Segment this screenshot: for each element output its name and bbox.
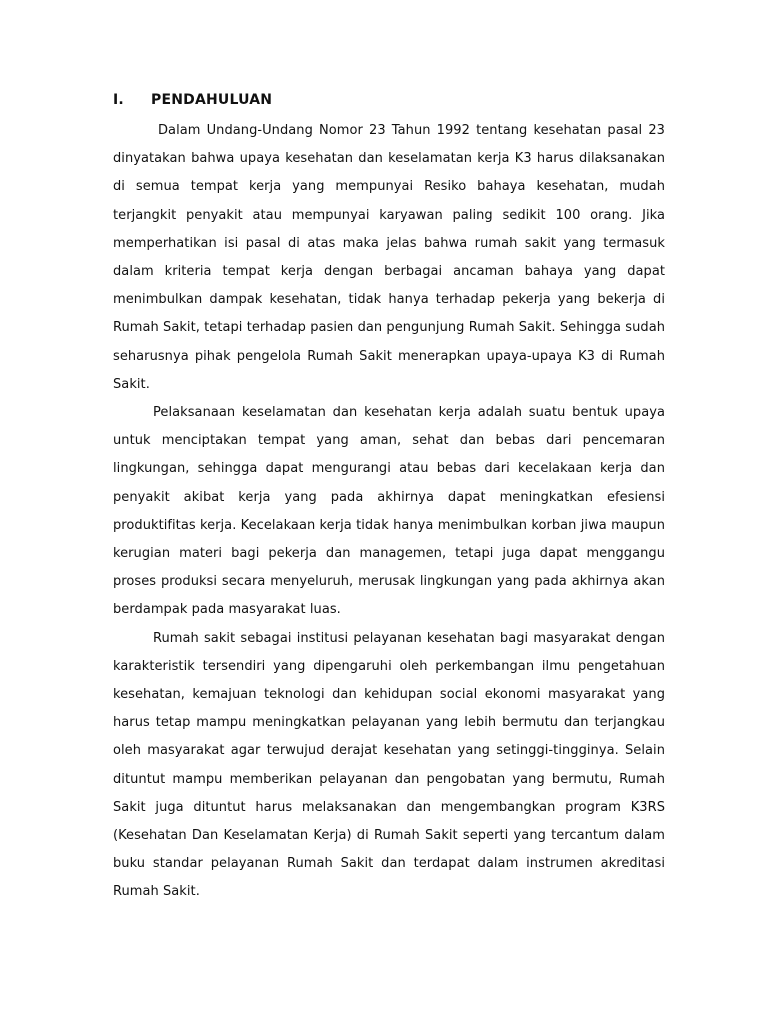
paragraph-1: Dalam Undang-Undang Nomor 23 Tahun 1992 tentang kesehatan pasal 23 dinyatakan bahwa upaya kesehatan dan keselamatan kerja K3 harus dilaksanakan di semua tempat kerja yang mempunyai Resiko bahaya kesehatan, mudah terjangkit penyakit atau mempunyai karyawan paling sedikit 100 orang. Jika memperhatikan isi pasal di atas maka jelas bahwa rumah sakit yang termasuk dalam kriteria tempat kerja dengan berbagai ancaman bahaya yang dapat menimbulkan dampak kesehatan, tidak hanya terhadap pekerja yang bekerja di Rumah Sakit, tetapi terhadap pasien dan pengunjung Rumah Sakit. Sehingga sudah seharusnya pihak pengelola Rumah Sakit menerapkan upaya-upaya K3 di Rumah Sakit. — [113, 123, 665, 392]
paragraph-2: Pelaksanaan keselamatan dan kesehatan kerja adalah suatu bentuk upaya untuk menciptakan tempat yang aman, sehat dan bebas dari pencemaran lingkungan, sehingga dapat mengurangi atau bebas dari kecelakaan kerja dan penyakit akibat kerja yang pada akhirnya dapat meningkatkan efesiensi produktifitas kerja. Kecelakaan kerja tidak hanya menimbulkan korban jiwa maupun kerugian materi bagi pekerja dan managemen, tetapi juga dapat menggangu proses produksi secara menyeluruh, merusak lingkungan yang pada akhirnya akan berdampak pada masyarakat luas. — [113, 405, 665, 618]
paragraph-3: Rumah sakit sebagai institusi pelayanan kesehatan bagi masyarakat dengan karakteristik tersendiri yang dipengaruhi oleh perkembangan ilmu pengetahuan kesehatan, kemajuan teknologi dan kehidupan social ekonomi masyarakat yang harus tetap mampu meningkatkan pelayanan yang lebih bermutu dan terjangkau oleh masyarakat agar terwujud derajat kesehatan yang setinggi-tingginya. Selain dituntut mampu memberikan pelayanan dan pengobatan yang bermutu, Rumah Sakit juga dituntut harus melaksanakan dan mengembangkan program K3RS (Kesehatan Dan Keselamatan Kerja) di Rumah Sakit seperti yang tercantum dalam buku standar pelayanan Rumah Sakit dan terdapat dalam instrumen akreditasi Rumah Sakit. — [113, 630, 665, 900]
section-number: I. — [113, 92, 124, 108]
body-text — [113, 117, 665, 907]
section-heading — [113, 92, 272, 108]
section-title: PENDAHULUAN — [151, 92, 273, 108]
